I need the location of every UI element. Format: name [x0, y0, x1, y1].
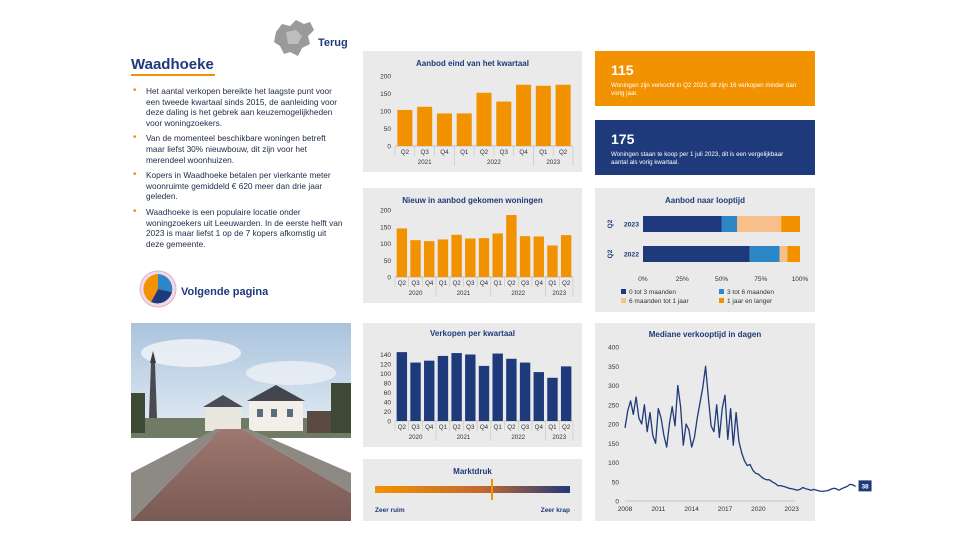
- y-tick-label: 0: [387, 418, 391, 426]
- last-value-label: 38: [861, 483, 869, 491]
- x-tick-label: Q2: [507, 280, 516, 287]
- x-tick-label: Q4: [534, 424, 543, 431]
- bar: [506, 359, 516, 421]
- marktdruk-gauge: [363, 459, 582, 521]
- y-tick-label: 300: [608, 383, 619, 390]
- chart-panel-verkooptijd: [595, 323, 869, 521]
- verkopen-bar-chart: [363, 323, 582, 447]
- y-tick-label: 150: [380, 224, 391, 232]
- stacked-segment: [737, 216, 781, 232]
- bar: [476, 93, 491, 146]
- row-group-label: Q2: [607, 219, 614, 229]
- x-tick-label: Q3: [520, 280, 530, 287]
- x-tick-label: Q4: [534, 280, 543, 287]
- bar: [496, 102, 511, 146]
- x-tick-label: Q2: [400, 149, 410, 156]
- x-tick-label: Q2: [397, 424, 406, 431]
- chart-title: Aanbod naar looptijd: [665, 196, 745, 205]
- x-tick-label: Q1: [438, 280, 448, 287]
- legend-swatch: [719, 298, 724, 303]
- y-tick-label: 50: [611, 479, 619, 487]
- bar: [465, 238, 475, 277]
- x-tick-label: 50%: [714, 276, 729, 283]
- x-group-label: 2021: [456, 434, 471, 441]
- insight-item: • Waadhoeke is een populaire locatie onder woningzoekers uit Leeuwarden. In de eerste helft van 2023 is maar liefst 1 op de 7 kopers afkomstig uit deze gemeente.: [131, 207, 346, 249]
- street-photo: [131, 323, 351, 521]
- bar: [451, 353, 461, 421]
- verkooptijd-line-chart: [595, 323, 869, 521]
- kpi-text: Woningen zijn verkocht in Q2 2023, dit zijn 16 verkopen minder dan vorig jaar.: [611, 82, 797, 97]
- x-tick-label: Q4: [479, 424, 489, 431]
- x-tick-label: Q1: [460, 149, 469, 156]
- y-tick-label: 100: [380, 108, 391, 116]
- bar: [438, 356, 448, 421]
- bar: [397, 110, 412, 146]
- y-tick-label: 150: [608, 440, 619, 448]
- y-tick-label: 100: [380, 371, 391, 378]
- page-title: Waadhoeke: [131, 56, 214, 73]
- bar: [506, 215, 516, 277]
- y-tick-label: 20: [383, 409, 391, 416]
- row-label: 2023: [623, 221, 639, 229]
- x-group-label: 2023: [552, 290, 567, 297]
- series-line: [625, 366, 856, 491]
- bar: [457, 113, 472, 146]
- x-tick-label: Q3: [420, 149, 429, 156]
- bar: [397, 352, 407, 421]
- gauge-left-label: Zeer ruim: [375, 507, 405, 514]
- bar: [516, 85, 531, 146]
- y-tick-label: 50: [383, 126, 391, 133]
- x-tick-label: Q1: [493, 424, 502, 431]
- x-tick-label: Q4: [519, 149, 528, 156]
- pie-chart-icon[interactable]: [139, 270, 177, 308]
- bar: [417, 107, 432, 146]
- chart-title: Marktdruk: [453, 467, 492, 476]
- row-label: 2022: [623, 251, 639, 259]
- bar: [547, 246, 557, 277]
- x-tick-label: 2023: [784, 506, 799, 513]
- stacked-segment: [643, 216, 722, 232]
- legend-label: 6 maanden tot 1 jaar: [629, 298, 689, 305]
- region-map-icon[interactable]: [272, 18, 316, 58]
- x-tick-label: Q2: [452, 280, 461, 287]
- x-group-label: 2022: [487, 159, 501, 166]
- chart-panel-aanbod: [363, 51, 582, 172]
- legend-swatch: [621, 298, 626, 303]
- y-tick-label: 200: [380, 207, 391, 215]
- x-group-label: 2023: [546, 159, 561, 166]
- y-tick-label: 0: [387, 274, 391, 282]
- aanbod-bar-chart: [363, 51, 582, 172]
- x-tick-label: Q4: [440, 149, 449, 156]
- x-group-label: 2021: [456, 290, 471, 297]
- title-underline: [131, 74, 215, 76]
- stacked-segment: [781, 216, 800, 232]
- x-tick-label: Q2: [562, 280, 571, 287]
- x-group-label: 2022: [511, 290, 526, 297]
- x-group-label: 2022: [511, 434, 526, 441]
- bar: [492, 354, 502, 421]
- bar: [534, 236, 544, 277]
- chart-panel-verkopen: [363, 323, 582, 447]
- y-tick-label: 60: [383, 390, 391, 397]
- y-tick-label: 150: [380, 91, 391, 98]
- y-tick-label: 40: [383, 399, 391, 407]
- y-tick-label: 80: [383, 380, 391, 388]
- x-tick-label: Q2: [397, 280, 406, 287]
- bar: [437, 113, 452, 146]
- bar: [520, 363, 530, 421]
- x-tick-label: 100%: [791, 276, 809, 283]
- insight-item: • Van de momenteel beschikbare woningen betreft maar liefst 30% nieuwbouw, dit zijn voor het merendeel woonhuizen.: [131, 133, 346, 165]
- looptijd-stacked-bar-chart: [595, 188, 815, 312]
- x-tick-label: Q1: [539, 149, 548, 156]
- x-tick-label: Q3: [411, 424, 420, 431]
- x-tick-label: Q4: [425, 424, 434, 431]
- x-tick-label: Q2: [507, 424, 516, 431]
- bar: [479, 238, 489, 277]
- chart-title: Mediane verkooptijd in dagen: [648, 330, 762, 339]
- stacked-segment: [750, 246, 780, 262]
- next-page-link[interactable]: Volgende pagina: [181, 286, 269, 298]
- bar: [547, 378, 557, 421]
- x-tick-label: Q3: [520, 424, 530, 431]
- x-tick-label: Q1: [548, 424, 557, 431]
- x-tick-label: 2017: [717, 506, 733, 513]
- bar: [410, 240, 420, 277]
- legend-label: 3 tot 6 maanden: [727, 289, 774, 296]
- chart-title: Aanbod eind van het kwartaal: [416, 59, 529, 68]
- x-tick-label: Q3: [466, 424, 475, 431]
- stacked-segment: [722, 216, 738, 232]
- back-link[interactable]: Terug: [318, 37, 348, 49]
- x-tick-label: Q4: [425, 280, 434, 287]
- x-group-label: 2021: [417, 159, 432, 166]
- stacked-segment: [643, 246, 750, 262]
- legend-swatch: [719, 289, 724, 294]
- chart-title: Nieuw in aanbod gekomen woningen: [402, 196, 543, 205]
- insight-item: • Kopers in Waadhoeke betalen per vierkante meter woonruimte gemiddeld € 620 meer dan drie jaar geleden.: [131, 170, 346, 202]
- chart-title: Verkopen per kwartaal: [430, 329, 515, 338]
- x-tick-label: Q1: [548, 280, 557, 287]
- bar: [536, 86, 551, 146]
- x-tick-label: Q1: [438, 424, 448, 431]
- x-tick-label: Q2: [562, 424, 571, 431]
- insight-item: • Het aantal verkopen bereikte het laagste punt voor een tweede kwartaal sinds 2015, de aanleiding voor deze daling is het gebrek aan keuzemogelijkheden voor woningzoekers.: [131, 86, 346, 128]
- bar: [561, 235, 571, 277]
- bar: [438, 239, 448, 277]
- bar: [410, 363, 420, 421]
- y-tick-label: 100: [608, 460, 619, 467]
- y-tick-label: 200: [608, 421, 619, 429]
- legend-swatch: [621, 289, 626, 294]
- x-tick-label: Q3: [466, 280, 475, 287]
- bar: [534, 372, 544, 421]
- y-tick-label: 0: [387, 143, 391, 151]
- y-tick-label: 400: [608, 344, 619, 352]
- y-tick-label: 100: [380, 241, 391, 248]
- bar: [424, 241, 434, 277]
- bar: [397, 228, 407, 277]
- x-tick-label: Q1: [493, 280, 502, 287]
- y-tick-label: 120: [380, 361, 391, 369]
- x-tick-label: Q2: [479, 149, 489, 156]
- legend-label: 1 jaar en langer: [727, 298, 773, 305]
- y-tick-label: 250: [608, 402, 619, 410]
- x-tick-label: Q2: [558, 149, 568, 156]
- x-group-label: 2020: [408, 434, 423, 441]
- bar: [424, 361, 434, 421]
- x-tick-label: 75%: [754, 276, 768, 283]
- kpi-forsale: [595, 120, 815, 175]
- x-tick-label: Q3: [411, 280, 420, 287]
- row-group-label: Q2: [607, 249, 614, 259]
- gauge-right-label: Zeer krap: [540, 507, 570, 514]
- bar: [520, 236, 530, 277]
- bar: [561, 366, 571, 421]
- stacked-segment: [780, 246, 788, 262]
- x-tick-label: 2008: [617, 506, 633, 513]
- chart-panel-marktdruk: [363, 459, 582, 521]
- x-tick-label: Q4: [479, 280, 489, 287]
- x-group-label: 2023: [552, 434, 567, 441]
- y-tick-label: 350: [608, 363, 619, 371]
- bar: [465, 355, 475, 422]
- nieuw-bar-chart: [363, 188, 582, 303]
- chart-panel-nieuw: [363, 188, 582, 303]
- kpi-value: 175: [611, 131, 635, 147]
- y-tick-label: 50: [383, 257, 391, 265]
- bar: [556, 85, 571, 146]
- chart-panel-looptijd: [595, 188, 815, 312]
- bar: [451, 235, 461, 277]
- x-tick-label: 25%: [675, 276, 689, 283]
- bar: [492, 233, 502, 277]
- kpi-value: 115: [611, 62, 634, 78]
- legend-label: 0 tot 3 maanden: [629, 289, 676, 296]
- insights-list: [131, 86, 346, 254]
- y-tick-label: 140: [380, 352, 391, 359]
- x-tick-label: 2020: [751, 506, 766, 513]
- x-tick-label: 2011: [651, 506, 666, 513]
- x-tick-label: 0%: [638, 276, 648, 283]
- y-tick-label: 200: [380, 73, 391, 81]
- x-tick-label: 2014: [684, 506, 699, 513]
- y-tick-label: 0: [615, 498, 619, 506]
- bar: [479, 366, 489, 421]
- x-tick-label: Q2: [452, 424, 461, 431]
- kpi-text: Woningen staan te koop per 1 juli 2023, dit is een vergelijkbaar aantal als vorig kwartaal.: [611, 151, 784, 166]
- x-group-label: 2020: [408, 290, 423, 297]
- stacked-segment: [787, 246, 800, 262]
- kpi-sold: [595, 51, 815, 106]
- gauge-bar: [375, 486, 570, 493]
- x-tick-label: Q3: [499, 149, 508, 156]
